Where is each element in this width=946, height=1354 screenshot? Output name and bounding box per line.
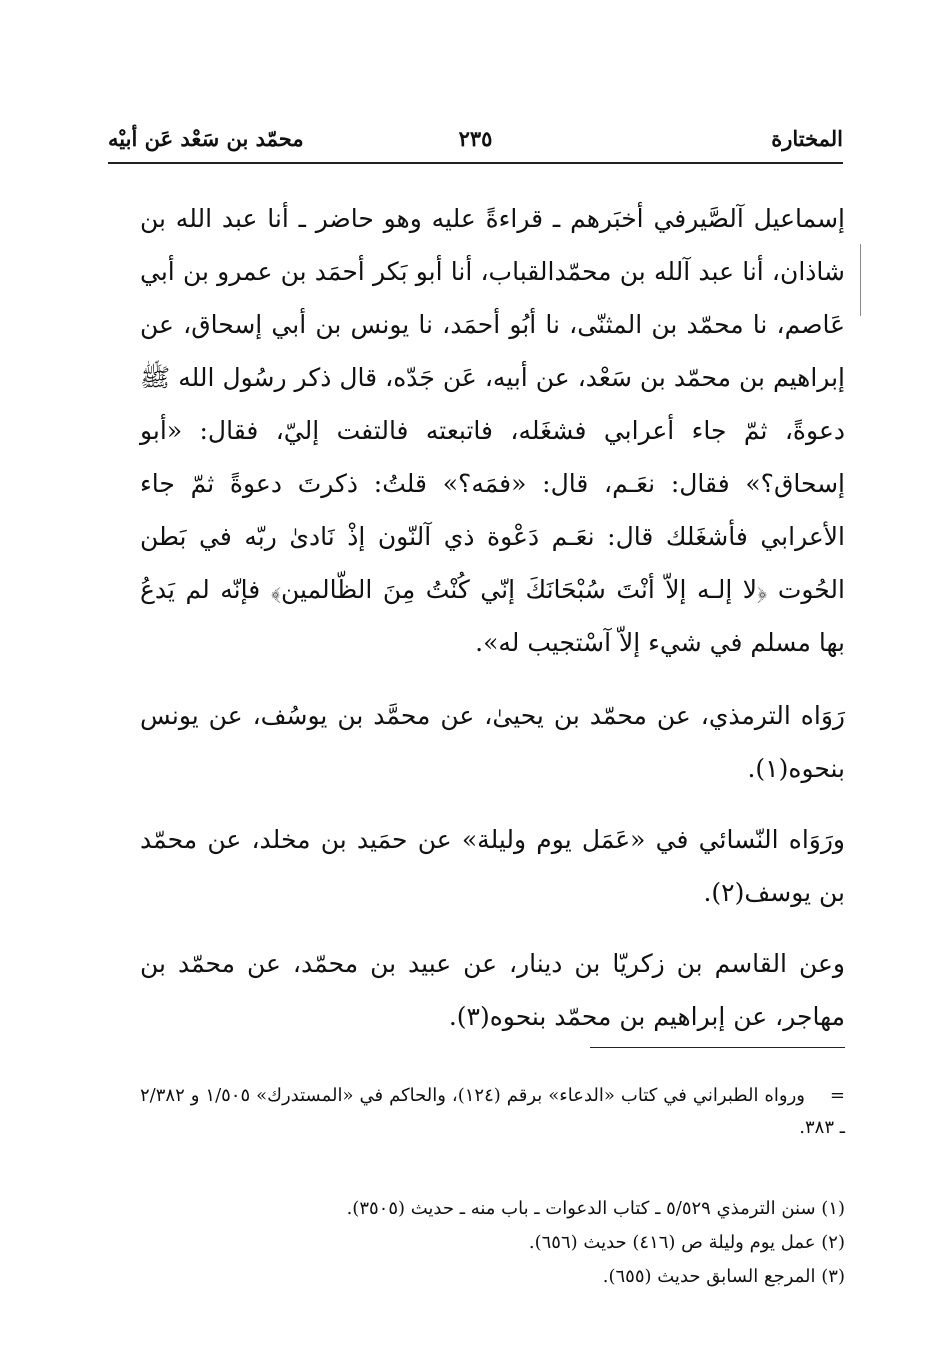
page-number: ٢٣٥ xyxy=(458,126,493,151)
footnote-2: (٢) عمل يوم وليلة ص (٤١٦) حديث (٦٥٦). xyxy=(528,1232,845,1253)
paragraph-nasai: ورَوَاه النّسائي في «عَمَل يوم وليلة» عن حمَيد بن مخلد، عن محمّد بن يوسف(٢). xyxy=(140,825,845,907)
footnote-separator xyxy=(590,1047,845,1048)
continuation-marker: = xyxy=(829,1085,845,1106)
paragraph-qasim: وعن القاسم بن زكريّا بن دينار، عن عبيد بن محمّد، عن محمّد بن مهاجر، عن إبراهيم بن محمّد بنحوه(٣). xyxy=(140,949,845,1031)
footnote-continuation xyxy=(140,1080,845,1144)
footnote-3: (٣) المرجع السابق حديث (٦٥٥). xyxy=(602,1266,845,1287)
book-title: المختارة xyxy=(771,126,843,151)
header-rule xyxy=(108,162,843,164)
paragraph-hadith: إسماعيل آلصَّيرفي أخبَرهم ـ قراءةً عليه وهو حاضر ـ أنا عبد الله بن شاذان، أنا عبد آلله بن محمّدالقباب، أنا أبو بَكر أحمَد بن عمرو بن أبي عَاصم، نا محمّد بن المثنّى، نا أبُو أحمَد، نا يونس بن أبي إسحاق، عن إبراهيم بن محمّد بن سَعْد، عن أبيه، عَن جَدّه، قال ذكر رسُول الله ﷺ دعوةً، ثمّ جاء أعرابي فشغَله، فاتبعته فالتفت إليّ، فقال: «أبو إسحاق؟» فقال: نعَـم، قال: «فمَه؟» قلتُ: ذكرتَ دعوةً ثمّ جاء الأعرابي فأشغَلك قال: نعَـم دَعْوة ذي آلنّون إذْ نَادىٰ ربّه في بَطن الحُوت ﴿لا إلـه إلاّ أنْتَ سُبْحَانَكَ إنّي كُنْتُ مِنَ الظّالمين﴾ فإنّه لم يَدعُ بها مسلم في شيء إلاّ آسْتجيب له». xyxy=(140,204,845,657)
footnote-1: (١) سنن الترمذي ٥/٥٢٩ ـ كتاب الدعوات ـ باب منه ـ حديث (٣٥٠٥). xyxy=(346,1198,845,1219)
paragraph-tirmidhi: رَوَاه الترمذي، عن محمّد بن يحيىٰ، عن محمَّد بن يوسُف، عن يونس بنحوه(١). xyxy=(140,701,845,783)
footnotes xyxy=(140,1192,845,1294)
running-header xyxy=(108,122,843,166)
main-text xyxy=(140,192,845,1061)
section-title: محمّد بن سَعْد عَن أبيْه xyxy=(108,126,304,151)
continuation-text: ورواه الطبراني في كتاب «الدعاء» برقم (١٢٤)، والحاكم في «المستدرك» ١/٥٠٥ و ٢/٣٨٢ ـ ٣٨٣. xyxy=(140,1085,845,1138)
margin-mark xyxy=(860,244,861,316)
